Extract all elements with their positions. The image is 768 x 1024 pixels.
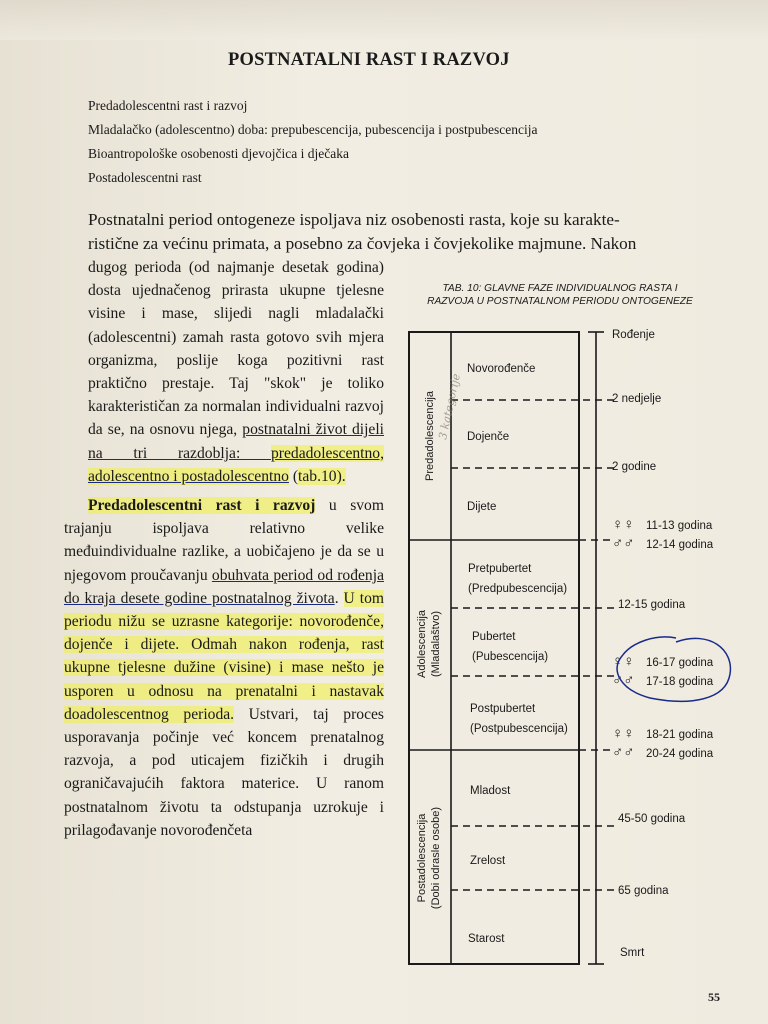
female-symbol: ♀♀ [612,653,635,670]
section-list [88,94,537,190]
timeline-label: 2 nedjelje [612,393,662,405]
caption-line: TAB. 10: GLAVNE FAZE INDIVIDUALNOG RASTA I [442,283,678,294]
phase-label: Zrelost [470,855,506,867]
timeline-label: Smrt [620,947,645,959]
text: dugog perioda (od najmanje desetak godina) dosta ujednačenog prirasta ukupne tjelesne visine i mase, slijedi nagli mladalački (adolescentni) zamah rasta gotovo svih mjera organizma, poslije koga pozitivni rast praktično prestaje. Taj "skok" je toliko karakterističan za normalan individualni razvoj da se, na osnovu njega, [88,259,384,439]
text: u svom trajanju ispoljava relativno velike međuindividualne razlike, a uobičajeno je da se u njegovom proučavanju [64,497,384,584]
phase-sublabel: (Postpubescencija) [470,723,568,735]
section-item: Mladalačko (adolescentno) doba: prepubescencija, pubescencija i postpubescencija [88,122,538,137]
phase-label: Mladost [470,785,511,797]
phase-sublabel: (Predpubescencija) [468,583,568,595]
pencil-annotation: 3 kategorije [436,372,463,441]
phase-label: Starost [468,933,505,945]
period-label: Adolescencija [416,610,428,678]
timeline-label: 2 godine [612,461,657,473]
underlined-text: obuhvata period od rođenja do kraja desete godine postnatalnog života [64,566,384,607]
phases-table [400,320,740,980]
male-symbol: ♂♂ [612,744,635,761]
section-item: Postadolescentni rast [88,170,202,185]
timeline-label: 20-24 godina [646,748,714,760]
timeline-label: 16-17 godina [646,657,714,669]
female-symbol: ♀♀ [612,516,635,533]
timeline-label: 12-14 godina [646,539,714,551]
underlined-text: postnatalni život dijeli na tri razdoblja: [88,421,385,462]
intro-paragraph [88,208,722,256]
section-item: Bioantropološke osobenosti djevojčica i dječaka [88,146,349,161]
male-symbol: ♂♂ [612,672,635,689]
highlighted-text: tab.10). [298,467,346,485]
text: . [334,589,344,607]
highlighted-heading: Predadolescentni rast i razvoj [88,497,316,515]
highlighted-text: U tom periodu nižu se uzrasne kategorije: novorođenče, dojenče i dijete. [64,589,384,654]
intro-line: ristične za većinu primata, a posebno za čovjeka i čovjekolike majmune. Nakon [88,234,637,253]
timeline-label: 11-13 godina [646,520,713,532]
paragraph-1 [64,256,384,488]
period-label: Postadolescencija [416,813,428,903]
timeline-label: 45-50 godina [618,813,686,825]
female-symbol: ♀♀ [612,725,635,742]
male-symbol: ♂♂ [612,535,635,552]
phase-sublabel: (Pubescencija) [472,651,549,663]
phase-label: Novorođenče [467,363,536,375]
chapter-title: POSTNATALNI RAST I RAZVOJ [228,50,510,70]
table-caption [402,282,718,308]
paragraph-2 [64,494,384,842]
highlighted-text: predadolescentno, adolescentno i postadolescentno [88,444,384,485]
body-column [64,256,384,842]
phase-label: Pretpubertet [468,563,532,575]
page-number: 55 [708,990,720,1004]
phase-label: Postpubertet [470,703,536,715]
period-label: Predadolescencija [424,391,436,481]
timeline-label: 65 godina [618,885,669,897]
highlighted-text: Odmah nakon rođenja, rast ukupne tjelesne dužine (visine) i mase nešto je usporen u odnosu na prenatalni i nastavak doadolescentnog perioda. [64,636,385,723]
text: Ustvari, taj proces usporavanja počinje već koncem prenatalnog razvoja, a pod uticajem fizičkih i drugih ograničavajućih faktora materice. U ranom postnatalnom životu ta odstupanja uzrokuje i prilagođavanje novorođenčeta [64,705,384,839]
timeline-label: 18-21 godina [646,729,714,741]
period-sublabel: (Dobi odrasle osobe) [430,806,442,910]
bleed-through-text [0,0,768,40]
phase-label: Dijete [467,501,497,513]
intro-line: Postnatalni period ontogeneze ispoljava niz osobenosti rasta, koje su karakte- [88,210,620,229]
section-item: Predadolescentni rast i razvoj [88,98,248,113]
timeline-label: 12-15 godina [618,599,686,611]
period-sublabel: (Mladalaštvo) [430,610,442,678]
phase-label: Pubertet [472,631,516,643]
timeline-label: 17-18 godina [646,676,714,688]
text: ( [288,467,299,485]
timeline-label: Rođenje [612,329,655,341]
phase-label: Dojenče [467,431,510,443]
caption-line: RAZVOJA U POSTNATALNOM PERIODU ONTOGENEZE [427,296,693,307]
